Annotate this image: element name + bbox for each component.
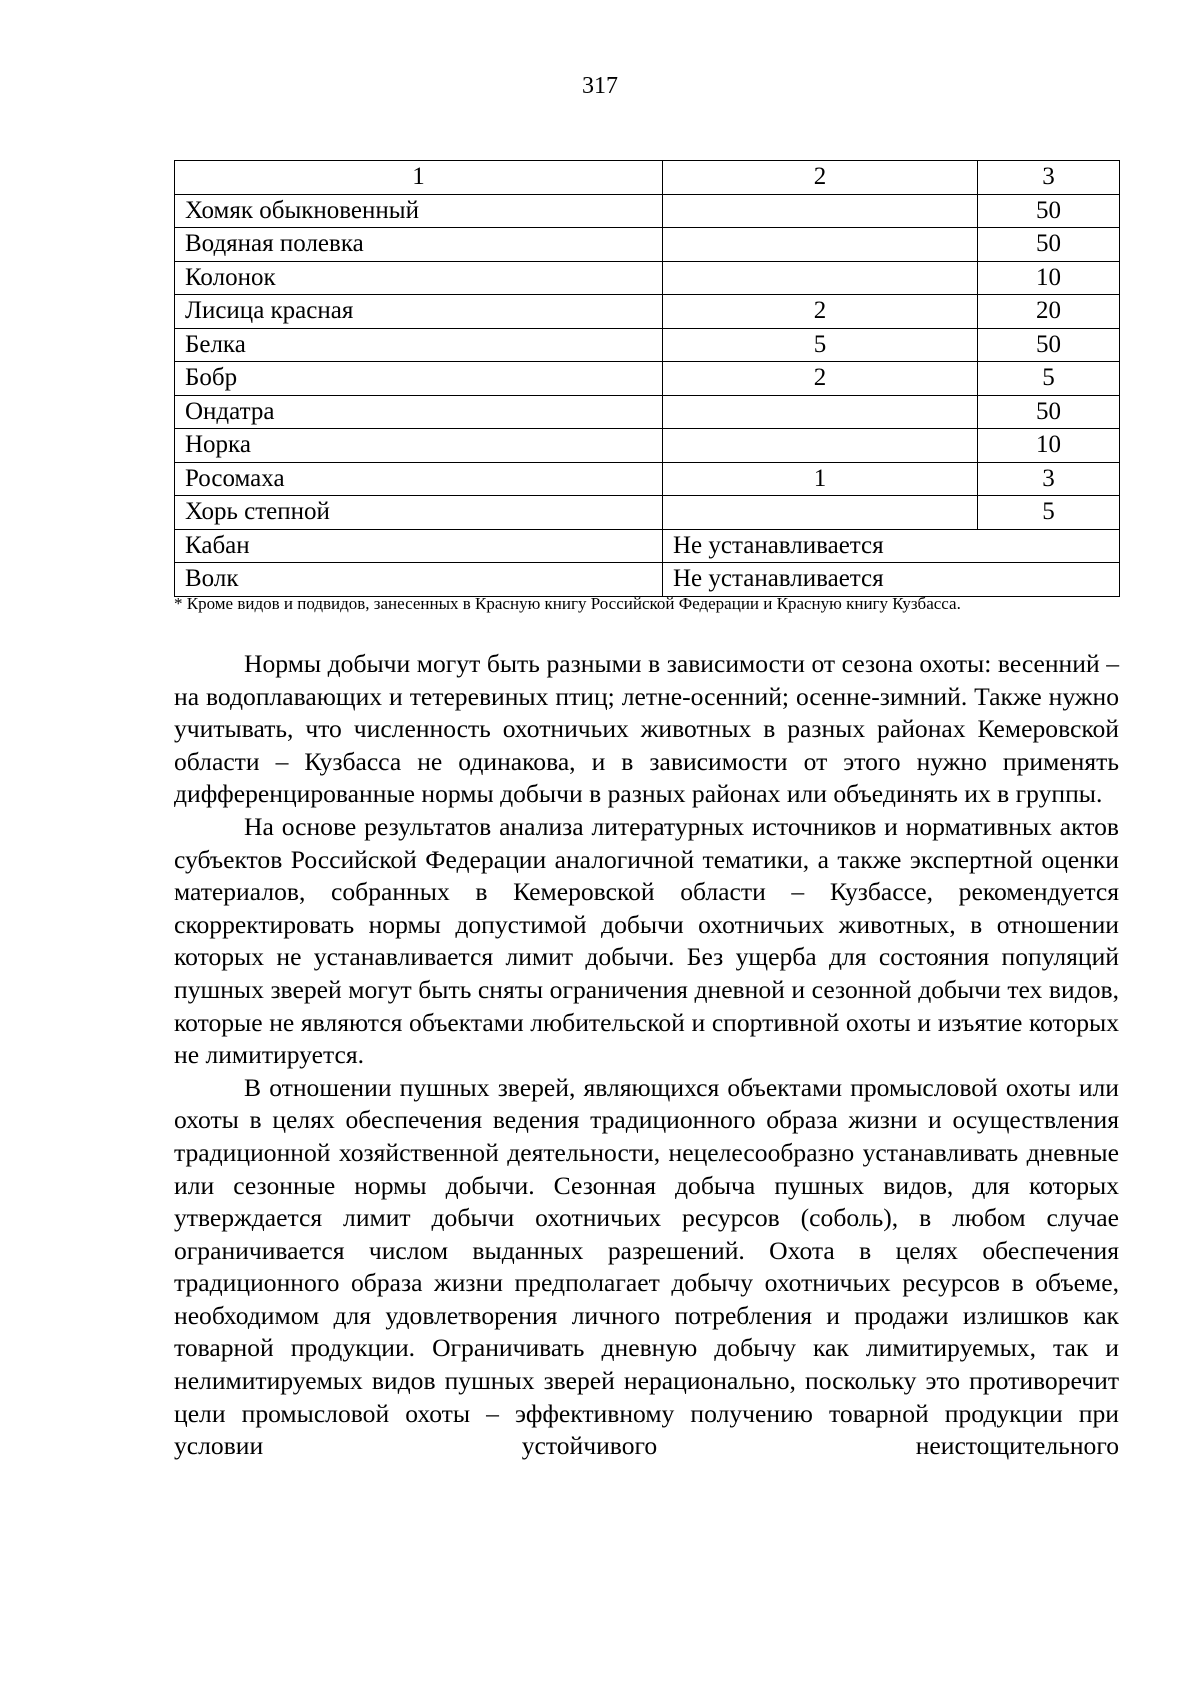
season-norm: 10 bbox=[978, 261, 1120, 295]
species-name: Росомаха bbox=[175, 462, 663, 496]
species-name: Волк bbox=[175, 563, 663, 597]
paragraph: В отношении пушных зверей, являющихся объектами промысловой охоты или охоты в целях обеспечения ведения традиционного образа жизни и осуществления традиционной хозяйственной деятельности, нецелесообразно устанавливать дневные или сезонные нормы добычи. Сезонная добыча пушных видов, для которых утверждается лимит добычи охотничьих ресурсов (соболь), в любом случае ограничивается числом выданных разрешений. Охота в целях обеспечения традиционного образа жизни предполагает добычу охотничьих ресурсов в объеме, необходимом для удовлетворения личного потребления и продажи излишков как товарной продукции. Ограничивать дневную добычу как лимитируемых, так и нелимитируемых видов пушных зверей нерационально, поскольку это противоречит цели промысловой охоты – эффективному получению товарной продукции при условии устойчивого неистощительного bbox=[174, 1072, 1119, 1461]
season-norm: 3 bbox=[978, 462, 1120, 496]
season-norm: 50 bbox=[978, 228, 1120, 262]
table-row-merged bbox=[175, 529, 1120, 563]
season-norm: 50 bbox=[978, 194, 1120, 228]
norm-not-set: Не устанавливается bbox=[663, 529, 1120, 563]
daily-norm bbox=[663, 496, 978, 530]
body-text bbox=[174, 648, 1119, 1463]
season-norm: 10 bbox=[978, 429, 1120, 463]
daily-norm bbox=[663, 228, 978, 262]
table-row bbox=[175, 429, 1120, 463]
season-norm: 50 bbox=[978, 328, 1120, 362]
paragraph: На основе результатов анализа литературных источников и нормативных актов субъектов Российской Федерации аналогичной тематики, а также экспертной оценки материалов, собранных в Кемеровской области – Кузбассе, рекомендуется скорректировать нормы допустимой добычи охотничьих животных, в отношении которых не устанавливается лимит добычи. Без ущерба для состояния популяций пушных зверей могут быть сняты ограничения дневной и сезонной добычи тех видов, которые не являются объектами любительской и спортивной охоты и изъятие которых не лимитируется. bbox=[174, 811, 1119, 1070]
paragraph: Нормы добычи могут быть разными в зависимости от сезона охоты: весенний – на водоплавающих и тетеревиных птиц; летне-осенний; осенне-зимний. Также нужно учитывать, что численность охотничьих животных в разных районах Кемеровской области – Кузбасса не одинакова, и в зависимости от этого нужно применять дифференцированные нормы добычи в разных районах или объединять их в группы. bbox=[174, 649, 1119, 809]
table-row bbox=[175, 395, 1120, 429]
daily-norm: 2 bbox=[663, 295, 978, 329]
species-name: Норка bbox=[175, 429, 663, 463]
table-row bbox=[175, 362, 1120, 396]
season-norm: 50 bbox=[978, 395, 1120, 429]
table-row bbox=[175, 194, 1120, 228]
species-name: Кабан bbox=[175, 529, 663, 563]
species-name: Белка bbox=[175, 328, 663, 362]
table-header-cell: 3 bbox=[978, 161, 1120, 195]
hunting-quota-table bbox=[174, 160, 1120, 597]
species-name: Колонок bbox=[175, 261, 663, 295]
table-footnote: * Кроме видов и подвидов, занесенных в Красную книгу Российской Федерации и Красную книгу Кузбасса. bbox=[174, 594, 961, 613]
species-name: Бобр bbox=[175, 362, 663, 396]
table-header-cell: 2 bbox=[663, 161, 978, 195]
species-name: Лисица красная bbox=[175, 295, 663, 329]
daily-norm: 5 bbox=[663, 328, 978, 362]
season-norm: 5 bbox=[978, 496, 1120, 530]
species-name: Хомяк обыкновенный bbox=[175, 194, 663, 228]
table-header-row bbox=[175, 161, 1120, 195]
table-row bbox=[175, 261, 1120, 295]
table-row bbox=[175, 228, 1120, 262]
species-name: Хорь степной bbox=[175, 496, 663, 530]
table-row bbox=[175, 328, 1120, 362]
table-row bbox=[175, 295, 1120, 329]
daily-norm: 1 bbox=[663, 462, 978, 496]
species-name: Ондатра bbox=[175, 395, 663, 429]
species-name: Водяная полевка bbox=[175, 228, 663, 262]
table-header-cell: 1 bbox=[175, 161, 663, 195]
daily-norm: 2 bbox=[663, 362, 978, 396]
daily-norm bbox=[663, 395, 978, 429]
page-number: 317 bbox=[582, 73, 618, 99]
table-row-merged bbox=[175, 563, 1120, 597]
season-norm: 5 bbox=[978, 362, 1120, 396]
table-row bbox=[175, 462, 1120, 496]
daily-norm bbox=[663, 194, 978, 228]
season-norm: 20 bbox=[978, 295, 1120, 329]
daily-norm bbox=[663, 261, 978, 295]
daily-norm bbox=[663, 429, 978, 463]
table-row bbox=[175, 496, 1120, 530]
norm-not-set: Не устанавливается bbox=[663, 563, 1120, 597]
